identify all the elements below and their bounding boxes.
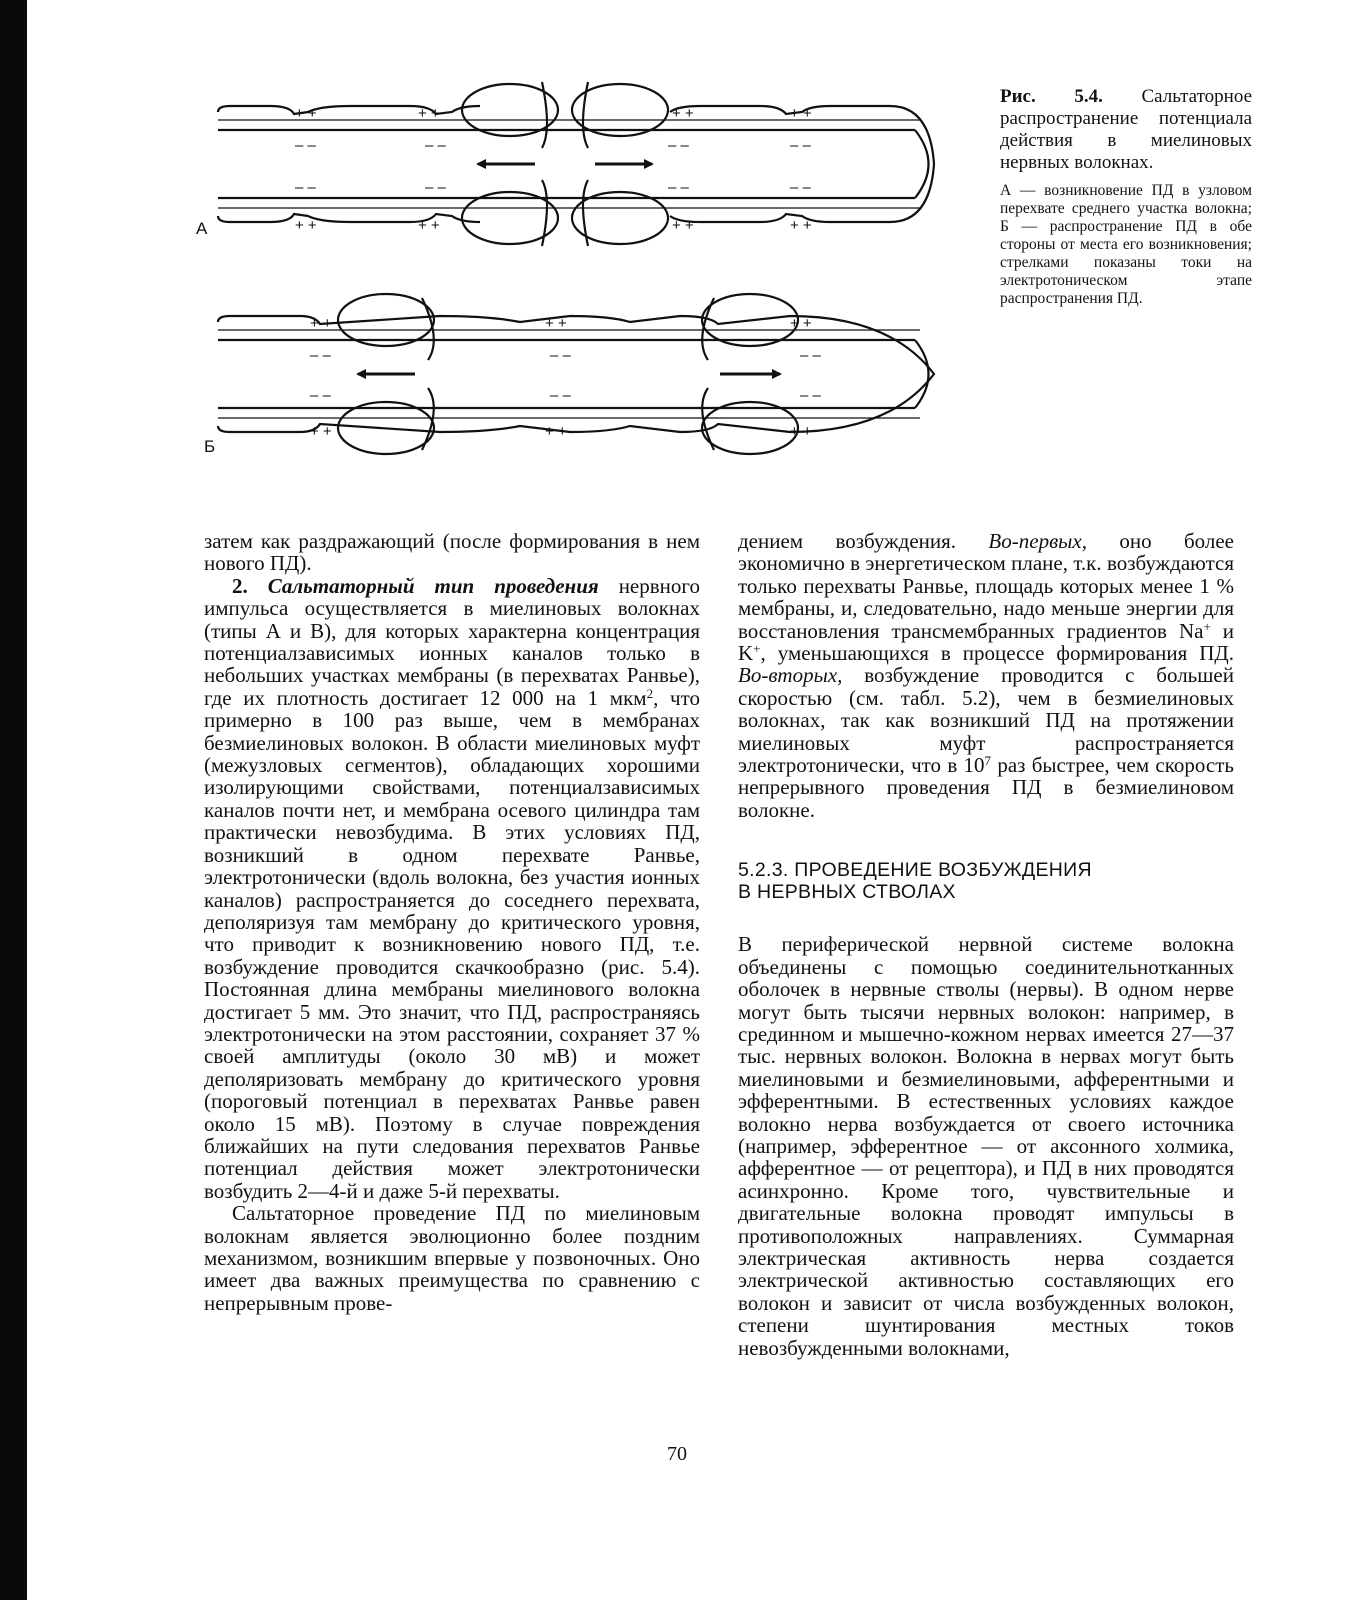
caption-detail: А — возникновение ПД в узловом перехвате среднего участка волокна; Б — распространение ПД в обе стороны от места его возникновения; стрелками показаны токи на электротоническом этапе распространения ПД. — [1000, 182, 1252, 307]
superscript: 2 — [646, 685, 654, 701]
emphasis: Во-вторых, — [738, 663, 843, 688]
sign-minus: – – — [295, 137, 316, 154]
sign-minus: – – — [310, 387, 331, 404]
figure-saltatory-conduction — [190, 70, 960, 470]
sign-plus: + + — [295, 105, 317, 122]
sign-minus: – – — [295, 179, 316, 196]
caption-main — [1000, 86, 1252, 174]
sign-plus: + + — [545, 423, 567, 440]
paragraph: Сальтаторное проведение ПД по миелиновым волокнам является эволюционно более поздним механизмом, возникшим впервые у позвоночных. Оно имеет два важных преимущества по сравнению с непрерывным прове- — [204, 1201, 700, 1315]
sign-plus: + + — [310, 423, 332, 440]
paragraph: В периферической нервной системе волокна объединены с помощью соединительнотканных оболочек в нервные стволы (нервы). В одном нерве могут быть тысячи нервных волокон: например, в срединном и мышечно-кожном нервах имеется 27—37 тыс. нервных волокон. Волокна в нервах могут быть миелиновыми и безмиелиновыми, афферентными и эфферентными. В естественных условиях каждое волокно нерва возбуждается от своего источника (например, эфферентное — от аксонного холмика, афферентное — от рецептора), и ПД в них проводятся асинхронно. Кроме того, чувствительные и двигательные волокна проводят импульсы в противоположных направлениях. Суммарная электрическая активность нерва создается электрической активностью составляющих его волокон и зависит от числа возбужденных волокон, степени шунтирования местных токов невозбужденными волокнами, — [738, 932, 1234, 1360]
sign-plus: + + — [545, 315, 567, 332]
sign-plus: + + — [790, 217, 812, 234]
sign-plus: + + — [418, 105, 440, 122]
sign-plus: + + — [790, 423, 812, 440]
sign-plus: + + — [672, 217, 694, 234]
sign-minus: – – — [310, 347, 331, 364]
text-run: , уменьшающихся в процессе формирования ПД. — [760, 641, 1234, 666]
superscript: + — [753, 641, 761, 657]
figure-caption — [1000, 86, 1252, 308]
sign-minus: – – — [668, 179, 689, 196]
sign-plus: + + — [295, 217, 317, 234]
left-column — [204, 530, 700, 1314]
text-run: оно более экономично в энергетическом плане, т.к. возбуждаются только перехваты Ранвье, площадь которых менее 1 % мембраны, и, следовательно, надо меньше энергии для восстановления трансмембранных градиентов Na — [738, 529, 1234, 643]
sign-plus: + + — [310, 315, 332, 332]
text-run: , что примерно в 100 раз выше, чем в мембранах безмиелиновых волокон. В области миелиновых муфт (межузловых сегментов), обладающих хорошими изолирующими свойствами, потенциалзависимых каналов почти нет, и мембрана осевого цилиндра там практически невозбудима. В этих условиях ПД, возникший в одном перехвате Ранвье, электротонически (вдоль волокна, без участия ионных каналов) распространяется до соседнего перехвата, деполяризуя там мембрану до критического уровня, что приводит к возникновению нового ПД, т.е. возбуждение проводится скачкообразно (рис. 5.4). Постоянная длина мембраны миелинового волокна достигает 5 мм. Это значит, что ПД, распространяясь электротонически на этом расстоянии, сохраняет 37 % своей амплитуды (около 30 мВ) и может деполяризовать мембрану до критического уровня (пороговый потенциал в перехватах Ранвье равен около 15 мВ). Поэтому в случае повреждения ближайших на пути следования перехватов Ранвье потенциал действия может электротонически возбудить 2—4-й и даже 5-й перехваты. — [204, 685, 701, 1203]
item-number: 2. — [232, 573, 268, 598]
text-run: нервного импульса осуществляется в миелиновых волокнах (типы А и В), для которых характерна концентрация потенциалзависимых ионных каналов только в небольших участках мембраны (в перехватах Ранвье), где их плотность достигает 12 000 на 1 мкм — [204, 573, 700, 710]
paragraph-advantages — [738, 530, 1234, 821]
text-run: и K — [738, 618, 1234, 666]
page-number: 70 — [667, 1443, 687, 1465]
sign-minus: – – — [425, 137, 446, 154]
sign-minus: – – — [668, 137, 689, 154]
text-run: раз быстрее, чем скорость непрерывного проведения ПД в безмиелиновом волокне. — [738, 753, 1234, 822]
sign-minus: – – — [790, 137, 811, 154]
panel-a-fiber — [218, 82, 934, 246]
sign-plus: + + — [790, 105, 812, 122]
sign-minus: – – — [790, 179, 811, 196]
sign-minus: – – — [425, 179, 446, 196]
scan-binding-edge — [0, 0, 27, 1600]
sign-minus: – – — [800, 387, 821, 404]
sign-minus: – – — [550, 347, 571, 364]
caption-title: Рис. 5.4. — [1000, 86, 1103, 107]
text-run: возбуждение проводится с большей скоростью (см. табл. 5.2), чем в безмиелиновых волокнах, так как возникший ПД на протяжении миелиновых муфт распространяется электротонически, что в 10 — [738, 663, 1234, 778]
superscript: 7 — [984, 753, 992, 769]
heading-line: В НЕРВНЫХ СТВОЛАХ — [738, 881, 956, 904]
sign-plus: + + — [418, 217, 440, 234]
caption-text: Сальтаторное распространение потенциала действия в миелиновых нервных волокнах. — [1000, 86, 1252, 173]
heading-line: 5.2.3. ПРОВЕДЕНИЕ ВОЗБУЖДЕНИЯ — [738, 859, 1092, 882]
superscript: + — [1203, 618, 1211, 634]
figure-diagram — [190, 70, 960, 470]
panel-a-label: А — [196, 219, 208, 238]
right-column — [738, 530, 1234, 1359]
term-saltatory: Сальтаторный тип проведения — [267, 573, 599, 598]
panel-b-label: Б — [204, 437, 216, 456]
text-run: дением возбуждения. — [738, 529, 989, 553]
paragraph: затем как раздражающий (после формирования в нем нового ПД). — [204, 529, 700, 576]
section-heading — [738, 859, 1234, 903]
sign-minus: – – — [800, 347, 821, 364]
sign-plus: + + — [790, 315, 812, 332]
emphasis: Во-первых, — [988, 529, 1087, 553]
paragraph-saltatory — [204, 575, 700, 1202]
sign-plus: + + — [672, 105, 694, 122]
sign-minus: – – — [550, 387, 571, 404]
